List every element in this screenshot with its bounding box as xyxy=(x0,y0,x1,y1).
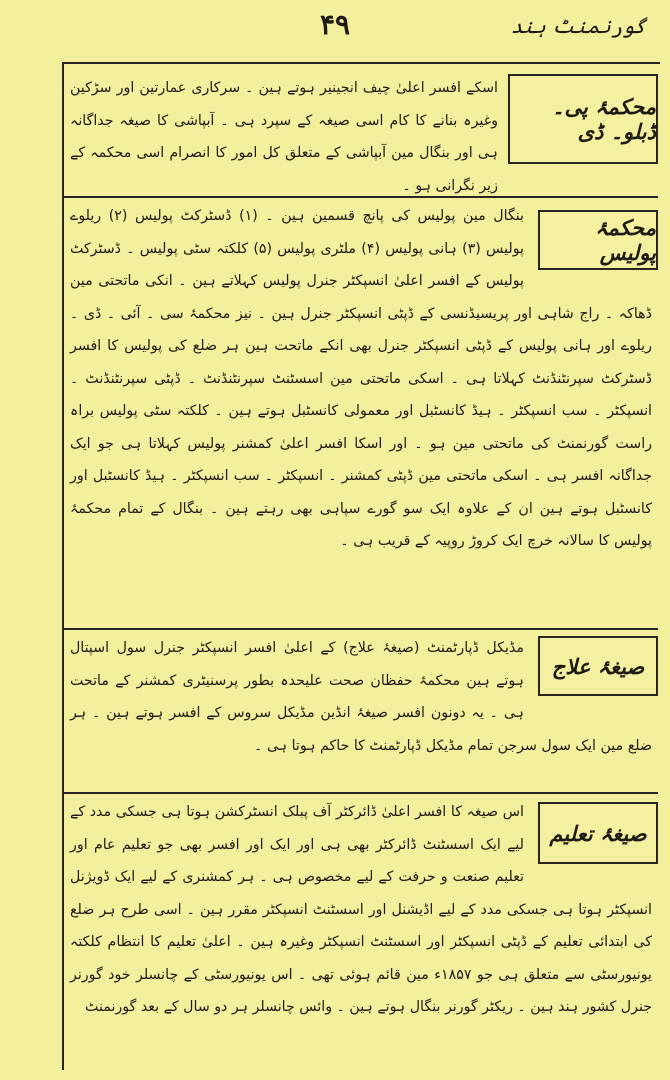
section-pwd xyxy=(64,64,658,192)
label-spacer xyxy=(524,796,652,868)
section-label: صیغۂ علاج xyxy=(538,636,658,696)
section-paragraph: بنگال مین پولیس کی پانچ قسمین ہین ۔ (۱) ڈسٹرکٹ پولیس (۲) ریلوے پولیس (۳) ہانی پولیس (۴) ملٹری پولیس (۵) کلکتہ سٹی پولیس ۔ ڈسٹرکٹ پولیس کے افسر اعلیٰ انسپکٹر جنرل پولیس کہلاتے ہین ۔ انکی ماتحتی مین ڈھاکہ ۔ راج شاہی اور پریسیڈنسی کے ڈپٹی انسپکٹر جنرل ہین ۔ نیز محکمۂ سی ۔ آئی ۔ ڈی ۔ ریلوے اور ہانی پولیس کے ڈپٹی انسپکٹر جنرل بھی انکے ماتحت ہین ہر ضلع کی پولیس کا افسر ڈسٹرکٹ سپرنٹنڈنٹ کہلاتا ہی ۔ اسکی ماتحتی مین اسسٹنٹ سپرنٹنڈنٹ ۔ ڈپٹی سپرنٹنڈنٹ ۔ انسپکٹر ۔ سب انسپکٹر ۔ ہیڈ کانسٹبل اور معمولی کانسٹبل ہوتے ہین ۔ کلکتہ سٹی پولیس براہ راست گورنمنٹ کی ماتحتی مین ہو ۔ اور اسکا افسر اعلیٰ کمشنر پولیس کہلاتا ہی جو ایک جداگانہ افسر ہی ۔ اسکی ماتحتی مین ڈپٹی کمشنر ۔ انسپکٹر ۔ سب انسپکٹر ۔ ہیڈ کانسٹبل اور کانسٹبل ہوتے ہین ان کے علاوہ ایک سو گورے سپاہی بھی رہتے ہین ۔ بنگال کے تمام محکمۂ پولیس کا سالانہ خرچ ایک کروڑ روپیہ کے قریب ہی ۔ xyxy=(70,200,652,620)
section-medical xyxy=(64,630,658,790)
page-number: ۴۹ xyxy=(320,8,351,41)
section-label: محکمۂ پولیس xyxy=(538,210,658,270)
section-label: محکمۂ پی۔ ڈبلو۔ ڈی xyxy=(508,74,658,164)
running-title: گورنمنٹ ہند xyxy=(510,14,646,38)
section-education xyxy=(64,794,658,1066)
section-paragraph: اس صیغہ کا افسر اعلیٰ ڈائرکٹر آف پبلک انسٹرکشن ہوتا ہی جسکی مدد کے لیے ایک اسسٹنٹ ڈائرکٹر بھی ہی اور ایک اور افسر بھی جو تعلیم عام اور تعلیم صنعت و حرفت کے لیے مخصوص ہی ۔ ہر کمشنری کے لیے ایک ڈویژنل انسپکٹر ہوتا ہی جسکی مدد کے لیے اڈیشنل اور اسسٹنٹ انسپکٹر مقرر ہین ۔ اسی طرح ہر ضلع کی ابتدائی تعلیم کے ڈپٹی انسپکٹر اور اسسٹنٹ انسپکٹر وغیرہ ہین ۔ اعلیٰ تعلیم کا انتظام کلکتہ یونیورسٹی سے متعلق ہی جو ۱۸۵۷ء مین قائم ہوئی تھی ۔ اس یونیورسٹی کے چانسلر خود گورنر جنرل کشور ہند ہین ۔ ریکٹر گورنر بنگال ہوتے ہین ۔ وائس چانسلر ہر دو سال کے بعد گورنمنٹ xyxy=(70,796,652,1064)
label-spacer xyxy=(524,200,652,274)
section-paragraph: اسکے افسر اعلیٰ چیف انجینیر ہوتے ہین ۔ سرکاری عمارتین اور سڑکین وغیرہ بنانے کا کام اسی صیغہ کے سپرد ہی ۔ آبپاشی کا صیغہ جداگانہ ہی اور بنگال مین آبپاشی کے متعلق کل امور کا انصرام اسی محکمہ کے زیر نگرانی ہو ۔ xyxy=(70,80,498,194)
section-label: صیغۂ تعلیم xyxy=(538,802,658,864)
label-spacer xyxy=(524,632,652,700)
section-police xyxy=(64,198,658,628)
section-paragraph: مڈیکل ڈپارٹمنٹ (صیغۂ علاج) کے اعلیٰ افسر انسپکٹر جنرل سول اسپتال ہوتے ہین محکمۂ حفظان صحت علیحدہ بطور پرسنیٹری کمشنر کے ماتحت ہی ۔ یہ دونون افسر صیغۂ انڈین مڈیکل سروس کے افسر ہوتے ہین ۔ ہر ضلع مین ایک سول سرجن تمام مڈیکل ڈپارٹمنٹ کا حاکم ہوتا ہی ۔ xyxy=(70,632,652,788)
page-header xyxy=(0,6,670,46)
